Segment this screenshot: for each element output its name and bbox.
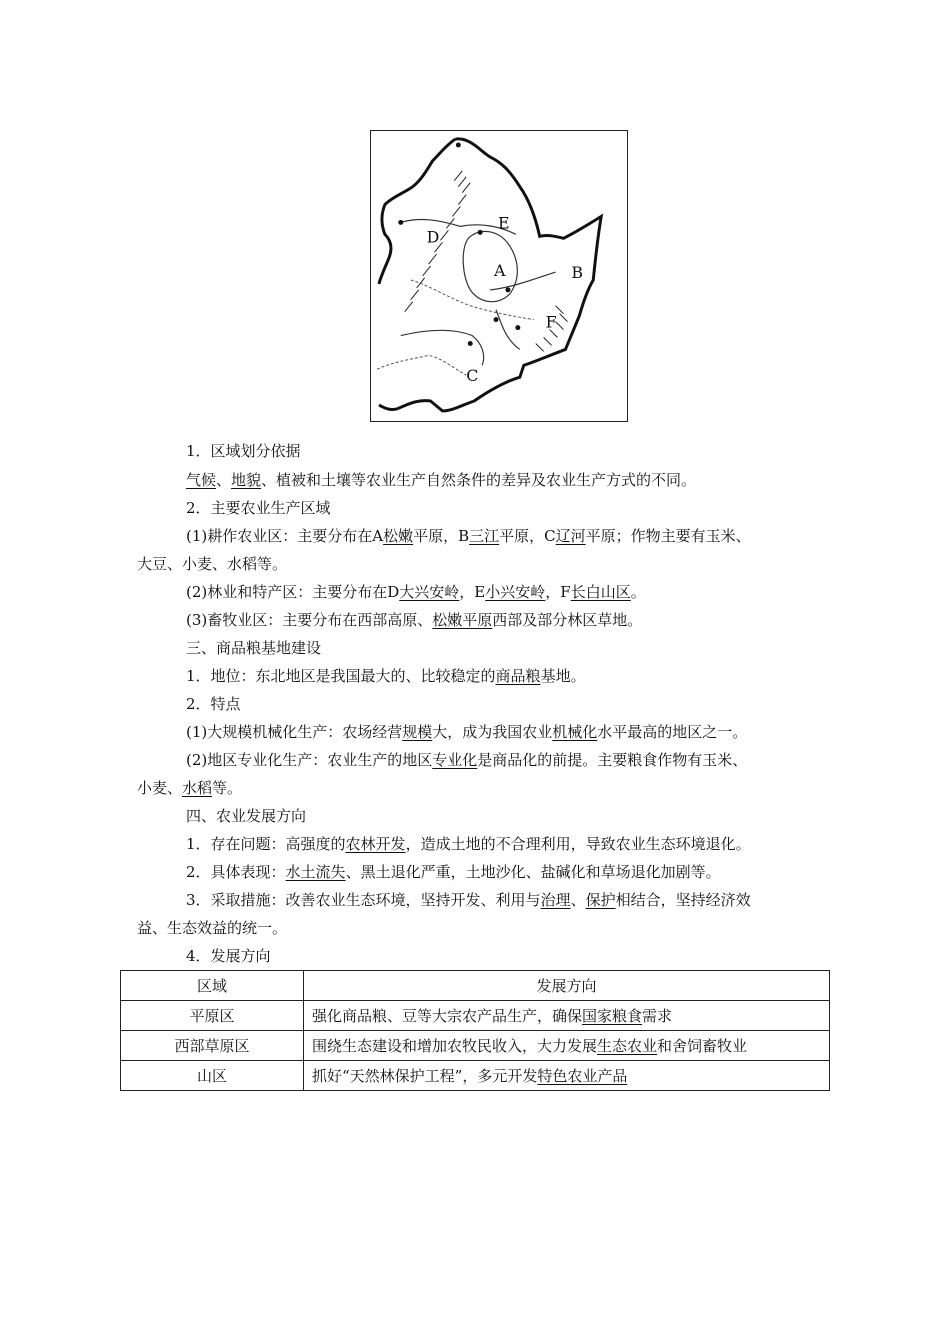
answer-specialty-products: 特色农业产品 [537,1067,628,1085]
text: 强化商品粮、豆等大宗农产品生产，确保 [312,1007,583,1025]
text: 、 [570,891,586,909]
map-label-c: C [466,366,479,386]
table-header-region: 区域 [121,971,304,1001]
river-4 [496,310,520,350]
text: (2)地区专业化生产：农业生产的地区 [186,751,433,769]
answer-national-grain: 国家粮食 [582,1007,643,1025]
region-cell: 西部草原区 [121,1031,304,1061]
direction-heading: 4．发展方向 [186,947,271,965]
answer-songnen-plain: 松嫩平原 [432,611,493,629]
map-label-b: B [571,262,584,282]
forest-region-line [186,581,646,603]
text: 2．具体表现： [186,863,286,881]
mechanization-line [186,721,747,743]
answer-landform: 地貌 [231,471,262,489]
province-boundary [377,355,466,375]
province-boundary-2 [411,280,534,320]
text: 围绕生态建设和增加农牧民收入，大力发展 [312,1037,598,1055]
specialization-cont [137,777,242,799]
pasture-region-line [186,609,642,631]
map-label-d: D [426,227,440,247]
section-1-heading: 1．区域划分依据 [186,442,301,460]
answer-climate: 气候 [186,471,217,489]
text: 是商品化的前提。主要粮食作物有玉米、 [477,751,748,769]
problems-line [186,833,751,855]
answer-rice: 水稻 [182,779,213,797]
answer-commercial-grain: 商品粮 [495,667,541,685]
text: ，E [459,583,486,601]
text: 平原，C [499,527,556,545]
answer-protection: 保护 [585,891,616,909]
text: 水平最高的地区之一。 [597,723,748,741]
text: 小麦、 [137,779,183,797]
text: 1．存在问题：高强度的 [186,835,346,853]
specialization-line [186,749,747,771]
answer-eco-agriculture: 生态农业 [597,1037,658,1055]
measures-cont: 益、生态效益的统一。 [137,919,288,937]
features-heading: 2．特点 [186,695,241,713]
answer-xiaoxinganling: 小兴安岭 [485,583,546,601]
text: 平原；作物主要有玉米、 [585,527,751,545]
section-3-title: 三、商品粮基地建设 [186,639,322,657]
region-cell: 山区 [121,1061,304,1091]
map-border [379,139,601,411]
section-4-title: 四、农业发展方向 [186,807,307,825]
answer-songnen: 松嫩 [383,527,414,545]
answer-agri-forest-dev: 农林开发 [345,835,406,853]
region-cell: 平原区 [121,1001,304,1031]
table-row [121,1031,830,1061]
northeast-region-map [370,130,628,422]
section-2-heading: 2．主要农业生产区域 [186,499,331,517]
text: 需求 [642,1007,673,1025]
text: 1．地位：东北地区是我国最大的、比较稳定的 [186,667,496,685]
status-line [186,665,586,687]
text: 基地。 [540,667,586,685]
text: 大，成为我国农业 [432,723,553,741]
map-svg [371,131,627,421]
answer-scale: 规模 [402,723,433,741]
answer-liaohe: 辽河 [555,527,586,545]
manifestation-line [186,861,721,883]
map-label-a: A [494,261,506,280]
table-row [121,1001,830,1031]
text: 、黑土退化严重，土地沙化、盐碱化和草场退化加剧等。 [345,863,721,881]
text: (1)大规模机械化生产：农场经营 [186,723,403,741]
text: (3)畜牧业区：主要分布在西部高原、 [186,611,433,629]
measures-line [186,889,751,911]
crop-region-line [186,525,751,547]
city-dots [398,143,520,346]
text: (2)林业和特产区：主要分布在D [186,583,400,601]
text: 、植被和土壤等农业生产自然条件的差异及农业生产方式的不同。 [261,471,697,489]
answer-governance: 治理 [540,891,571,909]
development-direction-table [120,970,830,1091]
text: ，F [545,583,571,601]
map-west-border [379,139,455,284]
text: 等。 [212,779,243,797]
map-label-f: F [545,312,557,332]
table-header-row [121,971,830,1001]
table-row [121,1061,830,1091]
direction-cell [304,1001,830,1031]
text: 抓好“天然林保护工程”，多元开发 [312,1067,538,1085]
text: 。 [630,583,646,601]
text: ，造成土地的不合理利用，导致农业生态环境退化。 [405,835,751,853]
answer-specialization: 专业化 [432,751,478,769]
map-label-e: E [498,213,510,233]
text: 、 [216,471,232,489]
text: 3．采取措施：改善农业生态环境，坚持开发、利用与 [186,891,541,909]
direction-cell [304,1031,830,1061]
text: (1)耕作农业区：主要分布在A [186,527,384,545]
answer-soil-erosion: 水土流失 [285,863,346,881]
text: 平原，B [413,527,470,545]
section-1-text [186,469,696,491]
river-3 [401,330,484,365]
direction-cell [304,1061,830,1091]
table-header-direction: 发展方向 [304,971,830,1001]
answer-daxinganling: 大兴安岭 [399,583,460,601]
answer-sanjiang: 三江 [469,527,500,545]
text: 和舍饲畜牧业 [657,1037,748,1055]
crop-region-cont: 大豆、小麦、水稻等。 [137,555,288,573]
answer-mechanization: 机械化 [552,723,598,741]
text: 西部及部分林区草地。 [492,611,643,629]
answer-changbaishan: 长白山区 [570,583,631,601]
text: 相结合，坚持经济效 [615,891,751,909]
